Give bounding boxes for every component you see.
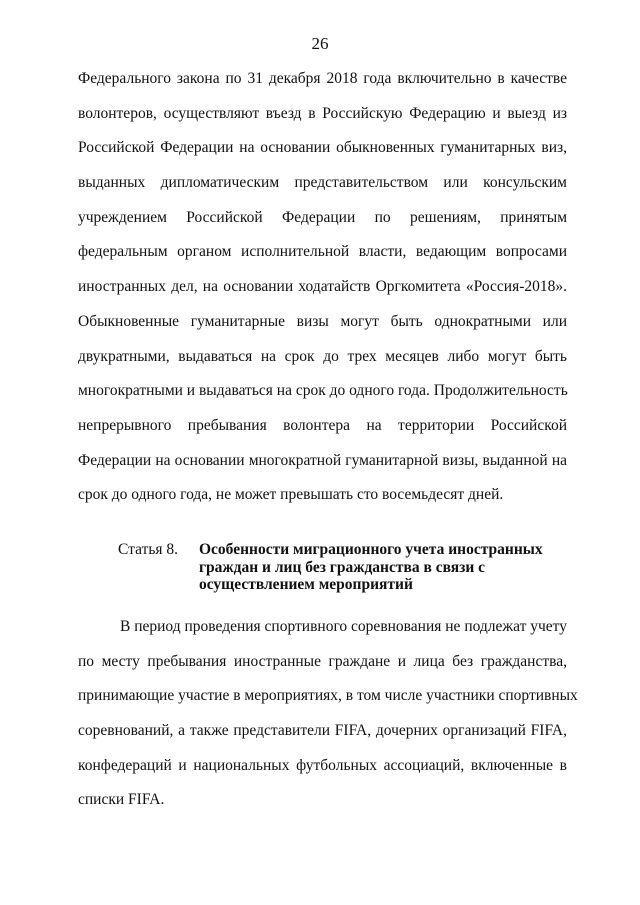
text-line: Обыкновенные гуманитарные визы могут быть однократными или — [78, 312, 567, 330]
article-title-line: граждан и лиц без гражданства в связи с — [199, 558, 486, 576]
paragraph-migration-registration — [78, 610, 578, 818]
text-line: срок до одного года, не может превышать сто восемьдесят дней. — [78, 486, 504, 504]
text-line: Федерального закона по 31 декабря 2018 года включительно в качестве — [78, 70, 567, 87]
text-line: волонтеров, осуществляют въезд в Российскую Федерацию и выезд из — [78, 104, 567, 122]
text-line: списки FIFA. — [78, 791, 165, 809]
paragraph-visa-volunteers — [78, 62, 567, 513]
text-line: конфедераций и национальных футбольных ассоциаций, включенные в — [78, 756, 567, 774]
text-line: Российской Федерации на основании обыкновенных гуманитарных виз, — [78, 139, 567, 157]
text-line: двукратными, выдаваться на срок до трех месяцев либо могут быть — [78, 347, 567, 365]
article-title-line: осуществлением мероприятий — [199, 576, 413, 593]
text-line: иностранных дел, на основании ходатайств Оргкомитета «Россия-2018». — [78, 278, 567, 296]
text-line: федеральным органом исполнительной власти, ведающим вопросами — [78, 243, 567, 261]
article-label: Статья 8. — [118, 541, 179, 558]
text-line: непрерывного пребывания волонтера на территории Российской — [78, 416, 567, 434]
page-number: 26 — [311, 34, 329, 53]
text-line: учреждением Российской Федерации по решениям, принятым — [78, 208, 567, 226]
text-line: многократными и выдаваться на срок до одного года. Продолжительность — [78, 382, 568, 400]
text-line: соревнований, а также представители FIFA, дочерних организаций FIFA, — [78, 722, 567, 740]
text-line: принимающие участие в мероприятиях, в том числе участники спортивных — [78, 687, 578, 705]
text-line: выданных дипломатическим представительством или консульским — [78, 174, 567, 192]
article-title — [199, 541, 559, 594]
text-line: Федерации на основании многократной гуманитарной визы, выданной на — [78, 451, 567, 469]
text-line: по месту пребывания иностранные граждане и лица без гражданства, — [78, 652, 567, 670]
text-line: В период проведения спортивного соревнования не подлежат учету — [120, 618, 567, 635]
article-title-line: Особенности миграционного учета иностранных — [199, 541, 543, 558]
